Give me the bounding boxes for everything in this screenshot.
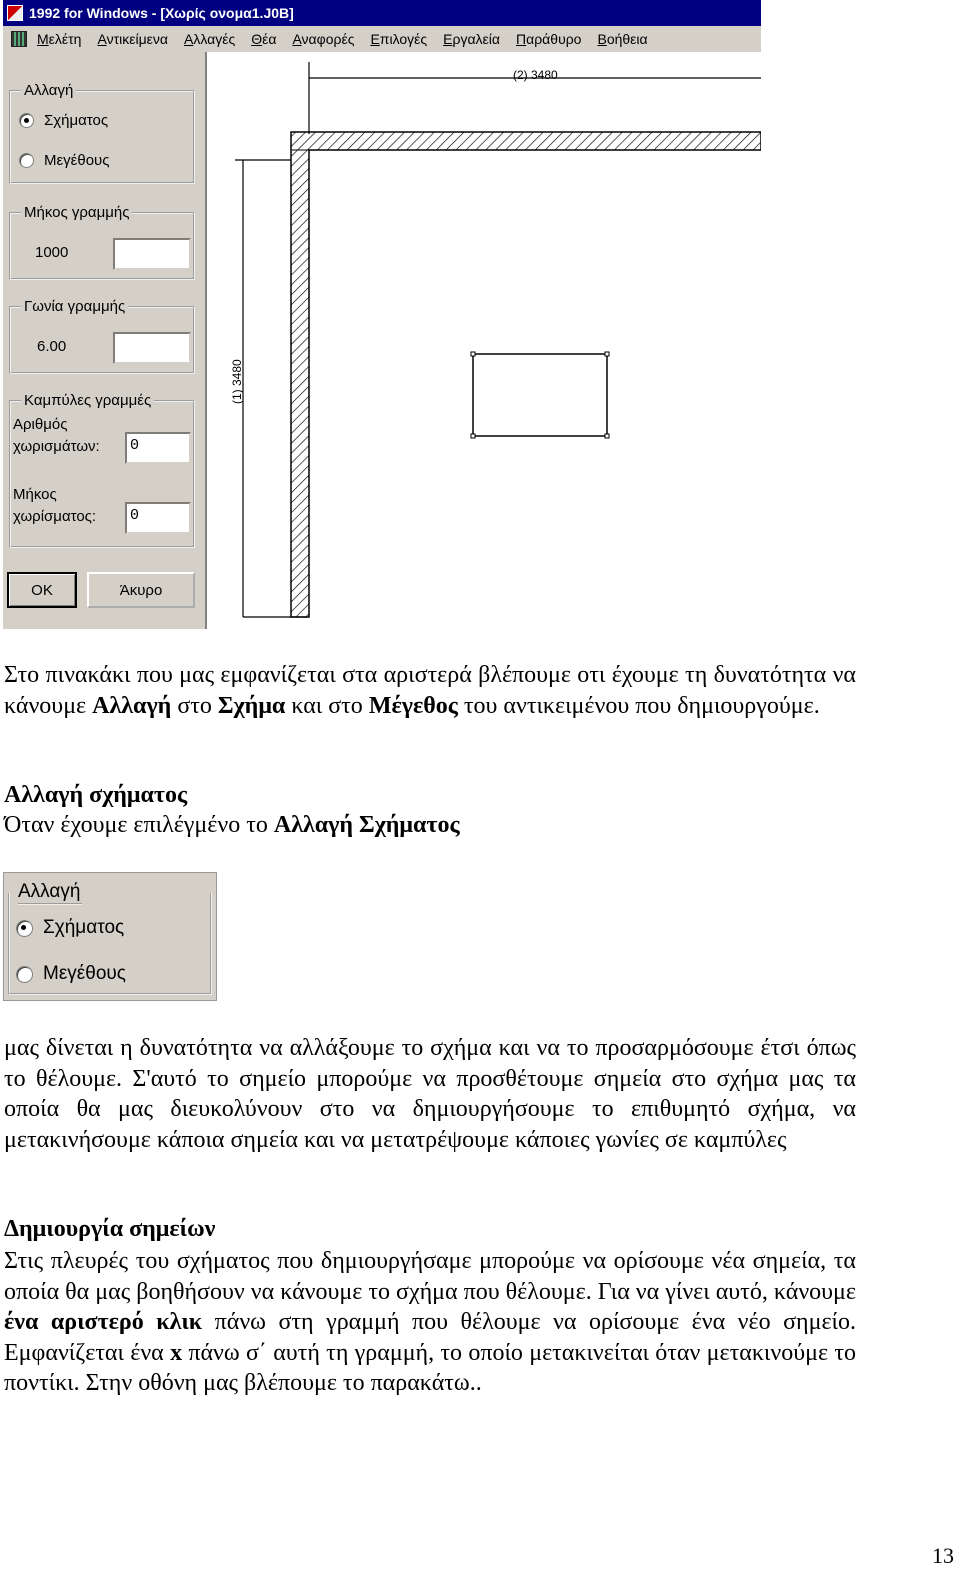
menu-study[interactable]: Μελέτη [37, 31, 82, 47]
shape-change-paragraph: μας δίνεται η δυνατότητα να αλλάξουμε το σχήμα και να το προσαρμόσουμε έτσι όπως το θέλουμε. Σ'αυτό το σημείο μπορούμε να προσθέτουμε σημεία στο σχήμα μας τα οποία θα μας διευκολύνουν στο να δημιουργήσουμε το επιθυμητό σχήμα, να μετακινήσουμε κάποια σημεία και να μετατρέψουμε κάποιες γωνίες σε καμπύλες [4, 1035, 856, 1153]
divisions-label-1: Αριθμός [13, 416, 68, 433]
divisions-input[interactable]: 0 [125, 432, 191, 464]
crop-radio-size[interactable]: Μεγέθους [16, 963, 126, 985]
ok-button[interactable]: OK [7, 572, 77, 608]
shape-rectangle[interactable] [473, 354, 607, 436]
line-angle-group [9, 298, 195, 374]
line-length-value: 1000 [35, 244, 69, 261]
cancel-button[interactable]: Άκυρο [87, 572, 195, 608]
line-angle-value: 6.00 [37, 338, 67, 355]
menu-bar [3, 26, 761, 52]
line-length-input[interactable] [113, 238, 191, 270]
document-icon[interactable] [11, 31, 27, 47]
shape-handle[interactable] [605, 434, 609, 438]
menu-view[interactable]: Θέα [251, 31, 277, 47]
change-group-title: Αλλαγή [21, 82, 76, 99]
line-angle-input[interactable] [113, 332, 191, 364]
heading-shape-change: Αλλαγή σχήματος [4, 782, 188, 808]
intro-paragraph: Στο πινακάκι που μας εμφανίζεται στα αριστερά βλέπουμε οτι έχουμε τη δυνατότητα να κάνουμε Αλλαγή στο Σχήμα και στο Μέγεθος του αντικειμένου που δημιουργούμε. [4, 662, 856, 719]
line-length-title: Μήκος γραμμής [21, 204, 132, 221]
radio-unselected-icon[interactable] [19, 153, 34, 168]
radio-unselected-icon[interactable] [16, 966, 33, 983]
hatched-wall[interactable] [291, 132, 761, 617]
radio-selected-icon[interactable] [19, 113, 34, 128]
dimension-label-left: (1) 3480 [230, 359, 244, 404]
division-length-label-1: Μήκος [13, 486, 57, 503]
app-screenshot [3, 0, 761, 629]
shape-handle[interactable] [471, 352, 475, 356]
curves-title: Καμπύλες γραμμές [21, 392, 154, 409]
menu-changes[interactable]: Αλλαγές [183, 31, 236, 47]
app-icon [7, 5, 23, 21]
radio-size[interactable] [19, 152, 110, 169]
crop-radio-shape[interactable]: Σχήματος [16, 917, 124, 939]
menu-window[interactable]: Παράθυρο [516, 31, 582, 47]
menu-reports[interactable]: Αναφορές [292, 31, 355, 47]
crop-title: Αλλαγή [18, 881, 82, 905]
window-titlebar [3, 0, 761, 26]
line-length-group [9, 204, 195, 280]
menu-options[interactable]: Επιλογές [370, 31, 428, 47]
radio-size-label: Μεγέθους [44, 152, 110, 169]
menu-tools[interactable]: Εργαλεία [443, 31, 500, 47]
shape-handle[interactable] [605, 352, 609, 356]
edit-panel [3, 52, 207, 629]
change-group [9, 82, 195, 184]
division-length-label-2: χωρίσματος: [13, 508, 97, 525]
radio-shape-label: Σχήματος [44, 112, 109, 129]
dimension-label-top: (2) 3480 [513, 68, 558, 82]
menu-objects[interactable]: Αντικείμενα [97, 31, 168, 47]
division-length-input[interactable]: 0 [125, 502, 191, 534]
selected-sentence: Όταν έχουμε επιλέγμένο το Αλλαγή Σχήματος [4, 812, 460, 838]
drawing-svg [207, 52, 761, 629]
radio-shape[interactable] [19, 112, 108, 129]
curves-group [9, 392, 195, 548]
drawing-canvas[interactable] [207, 52, 761, 629]
change-group-crop [3, 872, 217, 1001]
menu-help[interactable]: Βοήθεια [597, 31, 648, 47]
shape-handle[interactable] [471, 434, 475, 438]
page-number: 13 [932, 1543, 954, 1568]
create-points-paragraph: Στις πλευρές του σχήματος που δημιουργήσαμε μπορούμε να ορίσουμε νέα σημεία, τα οποία θα μας βοηθήσουν να κάνουμε το σχήμα που θέλουμε. Για να γίνει αυτό, κάνουμε ένα αριστερό κλικ πάνω στη γραμμή που θέλουμε να ορίσουμε ένα νέο σημείο. Εμφανίζεται ένα x πάνω σ΄ αυτή τη γραμμή, το οποίο μετακινείται όταν μετακινούμε το ποντίκι. Στην οθόνη μας βλέπουμε το παρακάτω.. [4, 1248, 856, 1397]
radio-selected-icon[interactable] [16, 920, 33, 937]
heading-create-points: Δημιουργία σημείων [4, 1216, 216, 1242]
divisions-label-2: χωρισμάτων: [13, 438, 100, 455]
window-title: 1992 for Windows - [Χωρίς ονομα1.J0B] [29, 5, 294, 21]
line-angle-title: Γωνία γραμμής [21, 298, 128, 315]
